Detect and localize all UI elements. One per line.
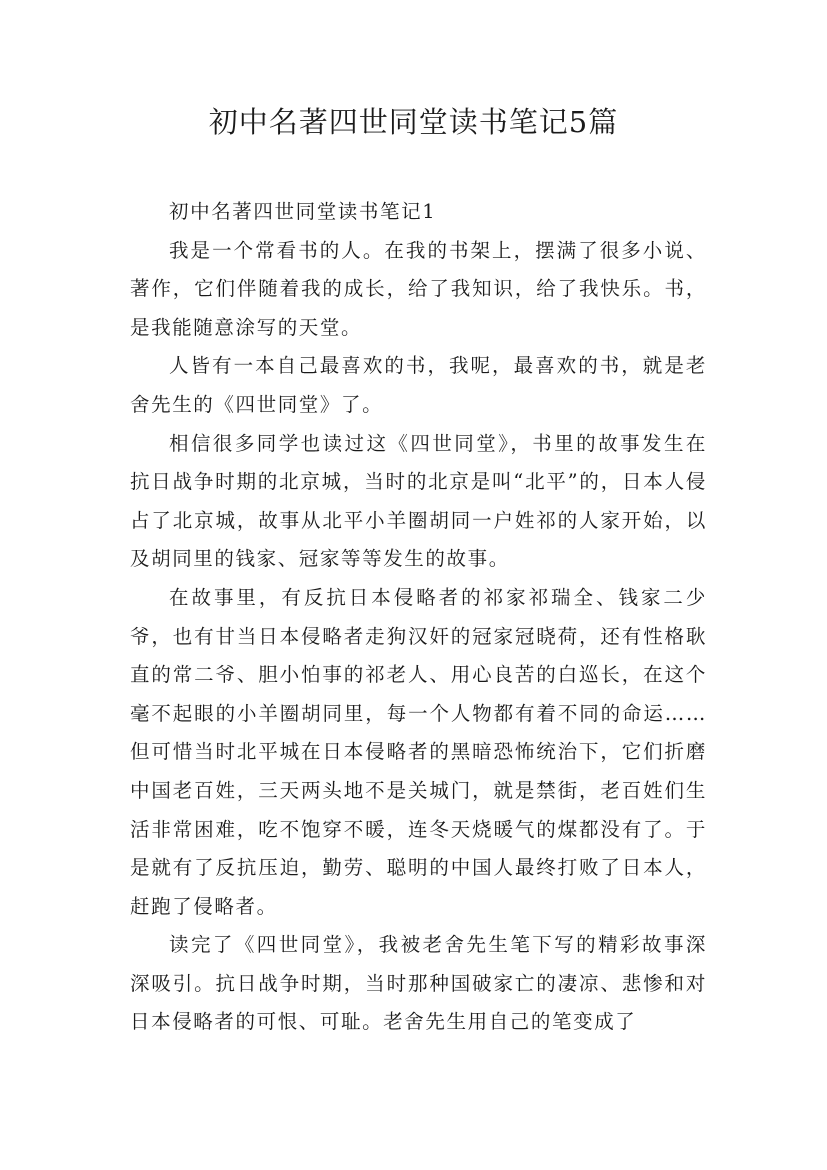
document-title: 初中名著四世同堂读书笔记5篇: [208, 105, 619, 139]
paragraph: 我是一个常看书的人。在我的书架上，摆满了很多小说、著作，它们伴随着我的成长，给了我知识，给了我快乐。书，是我能随意涂写的天堂。: [130, 238, 707, 339]
paragraph: 在故事里，有反抗日本侵略者的祁家祁瑞全、钱家二少爷，也有甘当日本侵略者走狗汉奸的冠家冠晓荷，还有性格耿直的常二爷、胆小怕事的祁老人、用心良苦的白巡长，在这个毫不起眼的小羊圈胡同里，每一个人物都有着不同的命运……但可惜当时北平城在日本侵略者的黑暗恐怖统治下，它们折磨中国老百姓，三天两头地不是关城门，就是禁街，老百姓们生活非常困难，吃不饱穿不暖，连冬天烧暖气的煤都没有了。于是就有了反抗压迫，勤劳、聪明的中国人最终打败了日本人，赶跑了侵略者。: [130, 585, 707, 918]
paragraph: 相信很多同学也读过这《四世同堂》，书里的故事发生在抗日战争时期的北京城，当时的北京是叫“北平”的，日本人侵占了北京城，故事从北平小羊圈胡同一户姓祁的人家开始，以及胡同里的钱家、冠家等等发生的故事。: [130, 431, 707, 571]
paragraph: 读完了《四世同堂》，我被老舍先生笔下写的精彩故事深深吸引。抗日战争时期，当时那种国破家亡的凄凉、悲惨和对日本侵略者的可恨、可耻。老舍先生用自己的笔变成了: [130, 933, 707, 1034]
document-body: [130, 193, 707, 1042]
section-heading: 初中名著四世同堂读书笔记1: [169, 200, 437, 223]
paragraph: 人皆有一本自己最喜欢的书，我呢，最喜欢的书，就是老舍先生的《四世同堂》了。: [130, 354, 707, 416]
